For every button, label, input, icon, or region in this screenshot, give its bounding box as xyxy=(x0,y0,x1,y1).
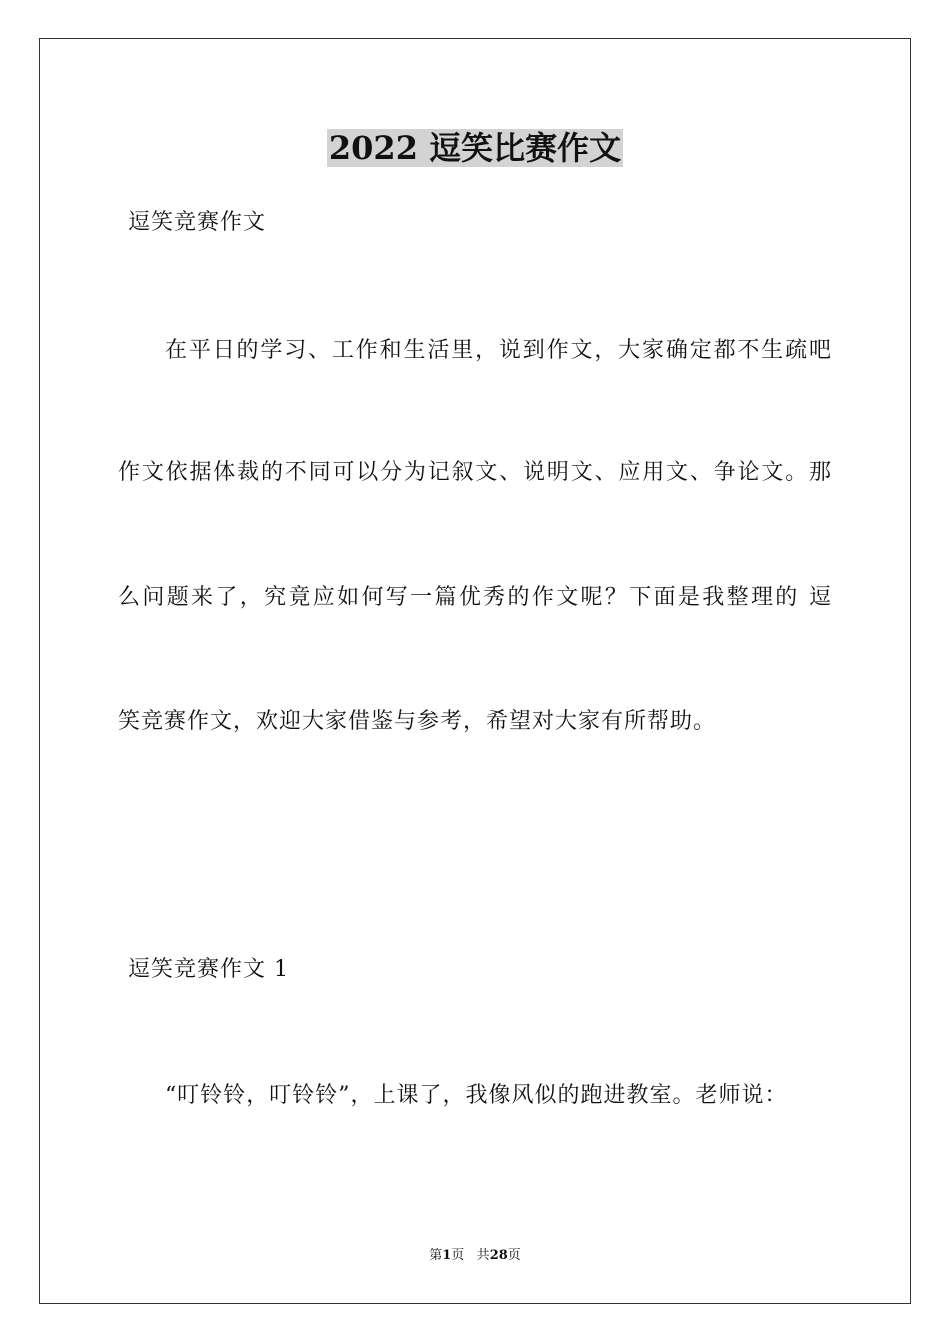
paragraph-line-3: 么问题来了，究竟应如何写一篇优秀的作文呢？下面是我整理的 逗 xyxy=(118,585,832,610)
section-heading: 逗笑竞赛作文 1 xyxy=(128,957,289,982)
footer-page-suffix: 页 xyxy=(451,1248,465,1263)
section-paragraph-line-1: “叮铃铃，叮铃铃”，上课了，我像风似的跑进教室。老师说： xyxy=(165,1083,788,1108)
document-title xyxy=(0,128,950,168)
footer-prefix: 第 xyxy=(429,1248,443,1263)
footer-page-number: 1 xyxy=(442,1248,452,1263)
paragraph-line-1: 在平日的学习、工作和生活里，说到作文，大家确定都不生疏吧 xyxy=(165,338,832,363)
page-footer xyxy=(0,1247,950,1265)
document-subtitle: 逗笑竞赛作文 xyxy=(128,210,267,235)
paragraph-line-4: 笑竞赛作文，欢迎大家借鉴与参考，希望对大家有所帮助。 xyxy=(118,709,717,734)
footer-total-suffix: 页 xyxy=(507,1248,521,1263)
footer-total-pages: 28 xyxy=(489,1248,508,1263)
document-title-text: 2022 逗笑比赛作文 xyxy=(328,129,622,167)
footer-total-prefix: 共 xyxy=(476,1248,490,1263)
paragraph-line-2: 作文依据体裁的不同可以分为记叙文、说明文、应用文、争论文。那 xyxy=(118,460,832,485)
